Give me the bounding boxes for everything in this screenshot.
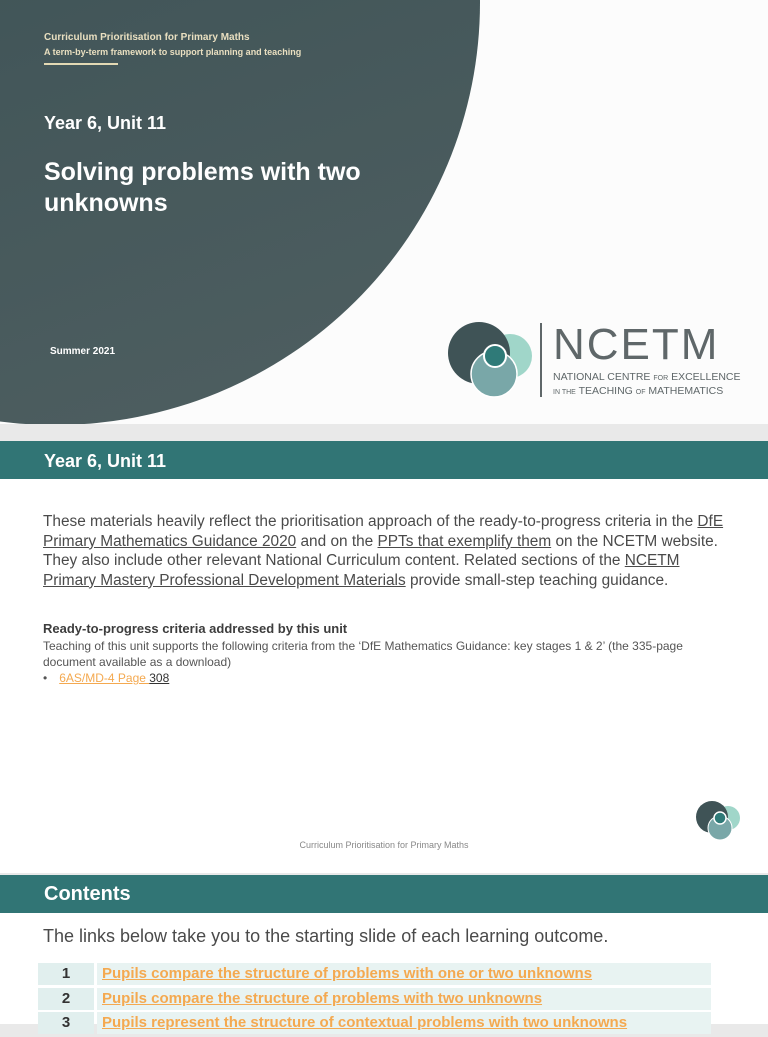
unit-label: Year 6, Unit 11 xyxy=(44,113,167,133)
page-title: Solving problems with two unknowns xyxy=(44,158,361,217)
logo-tagline-line1: NATIONAL CENTRE FOR EXCELLENCE xyxy=(553,371,741,383)
row-number: 1 xyxy=(38,963,94,985)
outcome-link[interactable]: Pupils represent the structure of contextual problems with two unknowns xyxy=(97,1012,711,1034)
intro-paragraph: These materials heavily reflect the prioritisation approach of the ready-to-progress criteria in the DfE Primary Mathematics Guidance 2020 and on the PPTs that exemplify them on the NCETM website. They also include other relevant National Curriculum content. Related sections of the NCETM Primary Mastery Professional Development Materials provide small-step teaching guidance. xyxy=(43,513,724,589)
logo-divider xyxy=(540,323,542,397)
table-row xyxy=(38,1012,711,1034)
contents-heading: Contents xyxy=(44,883,131,905)
criteria-page-link[interactable]: 308 xyxy=(149,671,170,685)
row-number: 2 xyxy=(38,988,94,1010)
logo-tagline-line2: IN THE TEACHING OF MATHEMATICS xyxy=(553,385,724,397)
date-label: Summer 2021 xyxy=(50,346,116,357)
table-row xyxy=(38,963,711,985)
title-slide xyxy=(0,0,768,424)
title-divider xyxy=(44,63,118,65)
dfe-guidance-link[interactable]: DfE Primary Mathematics Guidance 2020 xyxy=(43,513,724,550)
criteria-bullet xyxy=(43,671,169,685)
criteria-text: Teaching of this unit supports the following criteria from the ‘DfE Mathematics Guidance: key stages 1 & 2’ (the 335-page document available as a download) xyxy=(43,639,683,669)
row-number: 3 xyxy=(38,1012,94,1034)
outcome-link[interactable]: Pupils compare the structure of problems with two unknowns xyxy=(97,988,711,1010)
ppts-link[interactable]: PPTs that exemplify them xyxy=(377,532,552,550)
outcome-link[interactable]: Pupils compare the structure of problems with one or two unknowns xyxy=(97,963,711,985)
intro-slide xyxy=(0,441,768,873)
ncetm-logo-icon xyxy=(446,318,536,400)
slide-footer: Curriculum Prioritisation for Primary Maths xyxy=(299,840,469,850)
logo-wordmark: NCETM xyxy=(553,320,720,369)
mastery-materials-link[interactable]: NCETM Primary Mastery Professional Development Materials xyxy=(43,552,680,589)
criteria-link[interactable]: 6AS/MD-4 Page xyxy=(59,671,150,685)
bullet-dot: • xyxy=(43,671,48,685)
contents-intro: The links below take you to the starting slide of each learning outcome. xyxy=(43,926,609,946)
contents-table xyxy=(38,963,711,1037)
slide-heading: Year 6, Unit 11 xyxy=(44,451,167,471)
header-band xyxy=(0,441,768,479)
table-row xyxy=(38,988,711,1010)
contents-slide xyxy=(0,875,768,1031)
series-subtitle: A term-by-term framework to support planning and teaching xyxy=(44,47,302,57)
header-band xyxy=(0,875,768,913)
criteria-heading: Ready-to-progress criteria addressed by this unit xyxy=(43,621,348,636)
series-title: Curriculum Prioritisation for Primary Maths xyxy=(44,32,250,43)
ncetm-mini-logo-icon xyxy=(694,798,742,842)
